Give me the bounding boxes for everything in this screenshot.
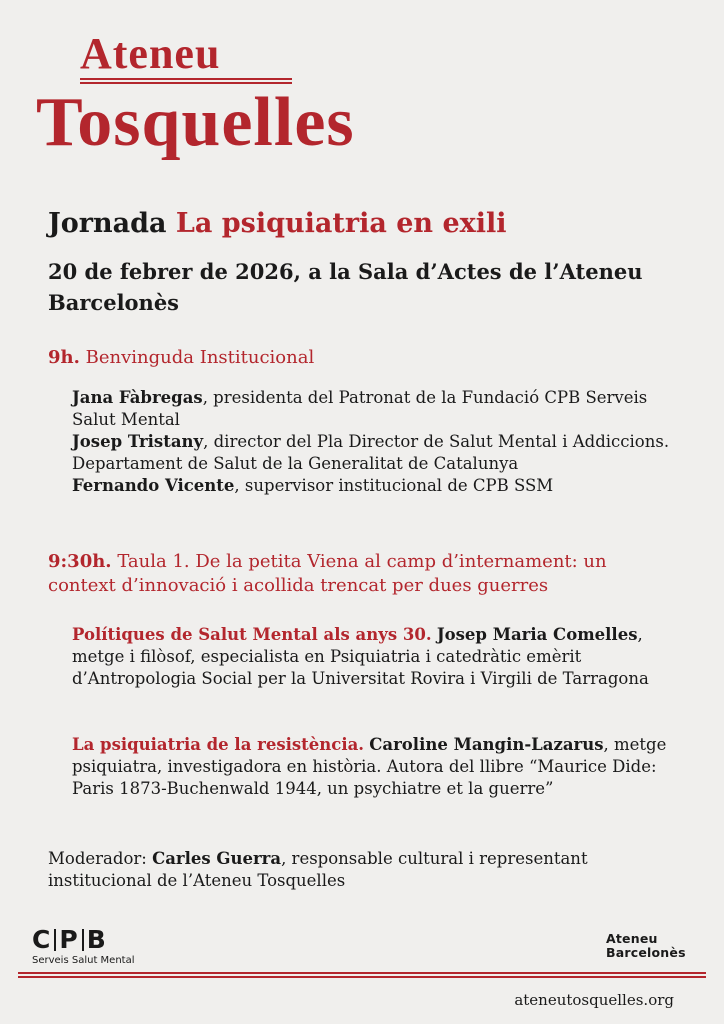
speaker-name: Josep Tristany [72, 432, 204, 451]
ateneu-logo-line2: Barcelonès [606, 945, 686, 960]
cpb-divider [54, 929, 56, 951]
title-prefix: Jornada [48, 208, 167, 239]
speaker-name: Fernando Vicente [72, 476, 235, 495]
cpb-logo [32, 926, 135, 968]
session2-heading [48, 550, 668, 598]
logo-top-text: Ateneu [80, 29, 221, 78]
cpb-letter-b: B [86, 925, 107, 954]
moderator-name: Carles Guerra [152, 849, 282, 868]
talk-speaker: Josep Maria Comelles [436, 625, 638, 644]
session1-label: Benvinguda Institucional [85, 347, 315, 368]
event-date-venue: 20 de febrer de 2026, a la Sala d’Actes de l’Ateneu Barcelonès [48, 259, 643, 315]
talk-speaker: Caroline Mangin-Lazarus [369, 735, 604, 754]
talk-title: Polítiques de Salut Mental als anys 30. [72, 625, 432, 644]
speaker-desc: , supervisor institucional de CPB SSM [234, 476, 554, 495]
ateneu-tosquelles-logo [36, 30, 496, 162]
speaker-desc: , presidenta del Patronat de la Fundació CPB Serveis Salut Mental [72, 388, 648, 429]
moderator [48, 848, 668, 892]
session1-time: 9h. [48, 347, 80, 368]
speaker-item [72, 387, 672, 431]
session1-speakers [72, 387, 672, 497]
page-title [48, 204, 507, 244]
cpb-letters [32, 926, 135, 954]
title-highlight: La psiquiatria en exili [175, 208, 507, 239]
speaker-name: Jana Fàbregas [72, 388, 203, 407]
website-link[interactable]: ateneutosquelles.org [514, 991, 674, 1009]
speaker-item [72, 431, 672, 475]
talk-title: La psiquiatria de la resistència. [72, 735, 365, 754]
ateneu-logo-line1: Ateneu [606, 931, 658, 946]
session2-label: Taula 1. De la petita Viena al camp d’internament: un context d’innovació i acollida trencat per dues guerres [48, 551, 607, 596]
cpb-letter-c: C [32, 925, 52, 954]
ateneu-barcelones-logo [606, 932, 686, 960]
moderator-prefix: Moderador: [48, 849, 153, 868]
cpb-divider [82, 929, 84, 951]
footer-divider [18, 972, 706, 978]
moderator-desc: , responsable cultural i representant institucional de l’Ateneu Tosquelles [48, 849, 588, 890]
talk-desc: , metge i filòsof, especialista en Psiquiatria i catedràtic emèrit d’Antropologia Social per la Universitat Rovira i Virgili de Tarragona [72, 625, 649, 688]
session2-talk-1 [72, 624, 672, 690]
session1-heading [48, 346, 314, 370]
talk-desc: , metge psiquiatra, investigadora en història. Autora del llibre “Maurice Dide: Paris 1873-Buchenwald 1944, un psychiatre et la guerre” [72, 735, 667, 798]
cpb-letter-p: P [59, 925, 79, 954]
speaker-desc: , director del Pla Director de Salut Mental i Addiccions. Departament de Salut de la Generalitat de Catalunya [72, 432, 670, 473]
session2-time: 9:30h. [48, 551, 112, 572]
logo-bottom-text: Tosquelles [36, 84, 355, 161]
session2-talk-2 [72, 734, 672, 800]
speaker-item [72, 475, 672, 497]
cpb-tagline: Serveis Salut Mental [32, 955, 135, 966]
